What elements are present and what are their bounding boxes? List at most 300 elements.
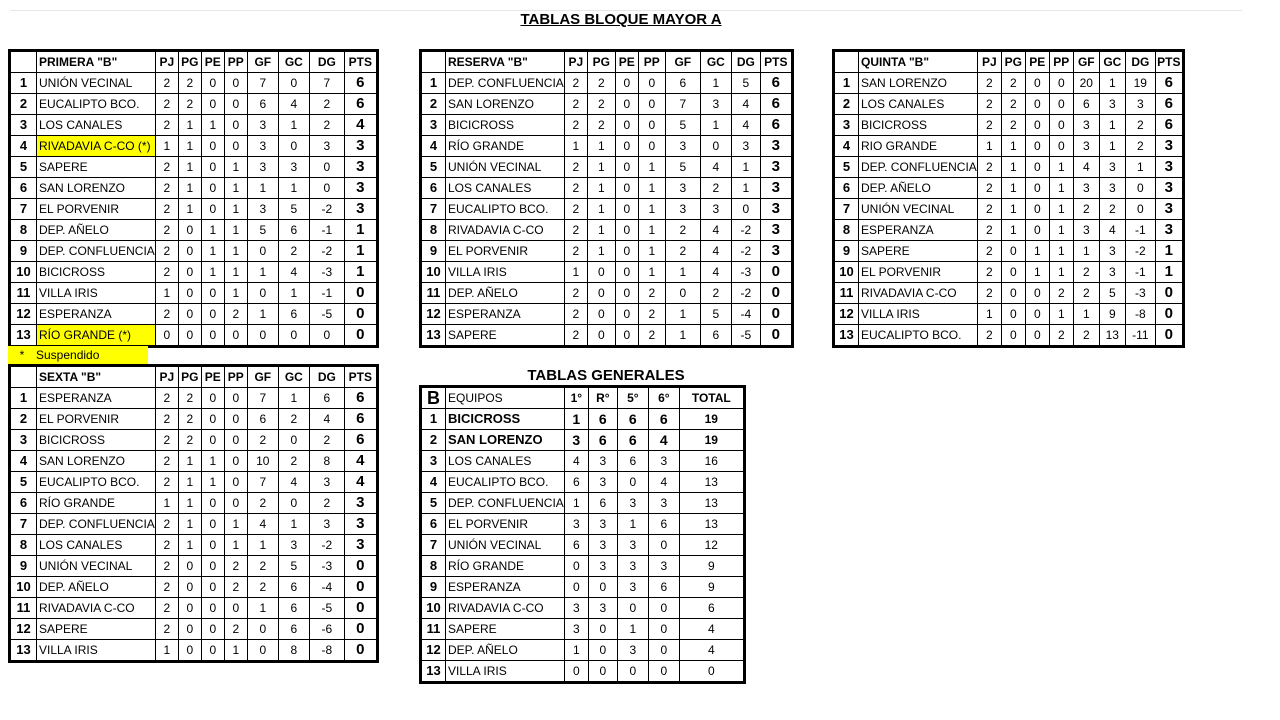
cell-gc: 4 <box>278 472 309 493</box>
cell-pts: 6 <box>760 73 792 94</box>
table-row <box>421 199 793 220</box>
table-row <box>834 73 1184 94</box>
cell-pj: 2 <box>155 304 178 325</box>
row-position: 13 <box>421 325 446 347</box>
team-name: EL PORVENIR <box>446 514 565 535</box>
cell-pts: 1 <box>344 220 377 241</box>
cell-pts: 3 <box>760 220 792 241</box>
cell-dg: -2 <box>309 199 344 220</box>
cell-gf: 1 <box>665 304 700 325</box>
cell-pg: 0 <box>1001 241 1025 262</box>
team-name: EUCALIPTO BCO. <box>37 94 156 115</box>
cell-pe: 0 <box>201 493 224 514</box>
cell-pp: 1 <box>1049 199 1073 220</box>
row-position: 6 <box>834 178 859 199</box>
cell-dg: 0 <box>1125 199 1155 220</box>
general-col-header: EQUIPOS <box>446 387 565 409</box>
cell-pg: 2 <box>587 94 615 115</box>
table-row <box>10 640 378 662</box>
cell-pe: 0 <box>1025 220 1049 241</box>
cell-gc: 9 <box>1099 304 1125 325</box>
cell-total: 0 <box>679 661 744 683</box>
cell-gf: 1 <box>247 304 278 325</box>
team-name: UNIÓN VECINAL <box>446 157 565 178</box>
cell-pe: 0 <box>1025 199 1049 220</box>
general-row <box>421 472 745 493</box>
cell-pp: 1 <box>1049 304 1073 325</box>
cell-total: 16 <box>679 451 744 472</box>
cell-pts: 1 <box>1155 262 1183 283</box>
cell-c6: 3 <box>648 493 679 514</box>
row-position: 5 <box>421 493 446 514</box>
cell-gf: 1 <box>247 262 278 283</box>
cell-pj: 2 <box>564 304 587 325</box>
cell-pp: 2 <box>638 304 665 325</box>
cell-dg: 2 <box>309 94 344 115</box>
row-position: 12 <box>10 619 37 640</box>
cell-pts: 3 <box>1155 157 1183 178</box>
cell-dg: 0 <box>1125 178 1155 199</box>
general-row <box>421 661 745 683</box>
team-name: VILLA IRIS <box>37 640 156 662</box>
table-reserva <box>419 49 794 348</box>
cell-pts: 6 <box>1155 94 1183 115</box>
col-header-dg: DG <box>309 51 344 73</box>
table-row <box>10 157 378 178</box>
cell-pp: 1 <box>638 262 665 283</box>
cell-pts: 0 <box>344 640 377 662</box>
table-row <box>834 325 1184 347</box>
cell-pts: 0 <box>344 283 377 304</box>
cell-gc: 2 <box>1099 199 1125 220</box>
col-header-pj: PJ <box>564 51 587 73</box>
cell-pp: 1 <box>638 199 665 220</box>
cell-pj: 2 <box>155 115 178 136</box>
cell-pp: 1 <box>224 178 247 199</box>
cell-pj: 2 <box>155 199 178 220</box>
cell-gf: 5 <box>247 220 278 241</box>
cell-dg: -2 <box>309 241 344 262</box>
team-name: DEP. AÑELO <box>446 640 565 661</box>
cell-pp: 2 <box>224 304 247 325</box>
cell-dg: -6 <box>309 619 344 640</box>
team-name: SAN LORENZO <box>37 451 156 472</box>
cell-dg: 2 <box>1125 136 1155 157</box>
cell-gf: 3 <box>1073 178 1099 199</box>
cell-gf: 7 <box>247 388 278 409</box>
cell-c5: 3 <box>617 535 648 556</box>
row-position: 9 <box>421 241 446 262</box>
cell-pp: 2 <box>638 325 665 347</box>
cell-c6: 0 <box>648 598 679 619</box>
cell-gf: 2 <box>1073 199 1099 220</box>
team-name: ESPERANZA <box>859 220 978 241</box>
cell-total: 4 <box>679 619 744 640</box>
cell-pp: 0 <box>638 73 665 94</box>
cell-pe: 0 <box>615 94 638 115</box>
row-position: 2 <box>10 409 37 430</box>
col-header-gc: GC <box>1099 51 1125 73</box>
cell-pe: 0 <box>615 73 638 94</box>
cell-pts: 6 <box>760 115 792 136</box>
cell-c6: 0 <box>648 640 679 661</box>
cell-pts: 4 <box>344 115 377 136</box>
cell-c5: 6 <box>617 409 648 430</box>
cell-pg: 0 <box>178 619 201 640</box>
cell-pj: 2 <box>155 178 178 199</box>
row-position: 13 <box>421 661 446 683</box>
cell-pg: 0 <box>178 577 201 598</box>
col-header-pj: PJ <box>155 51 178 73</box>
cell-total: 13 <box>679 514 744 535</box>
cell-pg: 0 <box>587 304 615 325</box>
table-row <box>10 577 378 598</box>
cell-pe: 0 <box>201 640 224 662</box>
cell-dg: 8 <box>309 451 344 472</box>
cell-gf: 3 <box>665 199 700 220</box>
cell-pj: 1 <box>564 136 587 157</box>
cell-pg: 0 <box>178 304 201 325</box>
cell-gc: 4 <box>278 94 309 115</box>
row-position: 4 <box>421 472 446 493</box>
table-row <box>10 178 378 199</box>
cell-gf: 10 <box>247 451 278 472</box>
cell-pg: 1 <box>178 136 201 157</box>
cell-pts: 3 <box>344 199 377 220</box>
cell-pe: 0 <box>201 409 224 430</box>
row-position: 10 <box>421 262 446 283</box>
cell-gf: 5 <box>665 157 700 178</box>
row-position: 4 <box>10 451 37 472</box>
col-header-pj: PJ <box>977 51 1001 73</box>
cell-pts: 1 <box>344 262 377 283</box>
cell-pp: 0 <box>224 388 247 409</box>
cell-total: 9 <box>679 577 744 598</box>
row-position: 7 <box>421 535 446 556</box>
cell-dg: -5 <box>309 304 344 325</box>
cell-total: 12 <box>679 535 744 556</box>
cell-c5: 3 <box>617 493 648 514</box>
cell-gc: 4 <box>700 220 731 241</box>
cell-pj: 2 <box>155 262 178 283</box>
row-position: 3 <box>10 115 37 136</box>
row-position: 8 <box>10 220 37 241</box>
cell-pg: 0 <box>1001 283 1025 304</box>
team-name: EL PORVENIR <box>446 241 565 262</box>
cell-pp: 0 <box>224 472 247 493</box>
team-name: EL PORVENIR <box>859 262 978 283</box>
cell-pj: 2 <box>155 556 178 577</box>
cell-pp: 2 <box>224 556 247 577</box>
cell-pg: 2 <box>178 430 201 451</box>
cell-dg: -4 <box>731 304 760 325</box>
team-name: SAPERE <box>446 619 565 640</box>
cell-pp: 1 <box>224 640 247 662</box>
cell-pe: 0 <box>201 157 224 178</box>
cell-dg: 2 <box>309 430 344 451</box>
table-row <box>421 136 793 157</box>
col-header-pe: PE <box>201 51 224 73</box>
cell-pg: 0 <box>178 325 201 347</box>
cell-r: 0 <box>588 661 617 683</box>
col-header-dg: DG <box>1125 51 1155 73</box>
cell-c1: 6 <box>564 535 588 556</box>
table-row <box>10 283 378 304</box>
cell-gc: 6 <box>278 220 309 241</box>
cell-pj: 2 <box>564 157 587 178</box>
cell-pe: 0 <box>1025 157 1049 178</box>
cell-gf: 2 <box>665 220 700 241</box>
cell-dg: 7 <box>309 73 344 94</box>
cell-pts: 3 <box>1155 178 1183 199</box>
cell-c5: 6 <box>617 430 648 451</box>
cell-dg: -1 <box>309 220 344 241</box>
cell-pts: 3 <box>760 178 792 199</box>
cell-gc: 1 <box>1099 136 1125 157</box>
cell-gf: 4 <box>1073 157 1099 178</box>
cell-pe: 1 <box>201 262 224 283</box>
cell-pe: 1 <box>201 241 224 262</box>
team-name: EUCALIPTO BCO. <box>446 472 565 493</box>
cell-dg: 2 <box>309 493 344 514</box>
team-name: BICICROSS <box>859 115 978 136</box>
cell-pe: 0 <box>1025 283 1049 304</box>
cell-gf: 7 <box>665 94 700 115</box>
cell-gc: 1 <box>278 388 309 409</box>
cell-dg: -3 <box>731 262 760 283</box>
general-row <box>421 640 745 661</box>
cell-gc: 8 <box>278 640 309 662</box>
cell-pts: 3 <box>344 514 377 535</box>
cell-r: 6 <box>588 493 617 514</box>
cell-gc: 6 <box>278 619 309 640</box>
cell-pg: 1 <box>178 157 201 178</box>
col-header-gf: GF <box>665 51 700 73</box>
row-position: 1 <box>421 409 446 430</box>
cell-pp: 0 <box>638 94 665 115</box>
cell-c1: 3 <box>564 430 588 451</box>
header-pos <box>10 51 37 73</box>
cell-pts: 0 <box>760 283 792 304</box>
cell-gc: 6 <box>278 577 309 598</box>
table-row <box>421 157 793 178</box>
cell-pts: 1 <box>344 241 377 262</box>
team-name: ESPERANZA <box>446 577 565 598</box>
cell-dg: -2 <box>731 241 760 262</box>
cell-c5: 0 <box>617 472 648 493</box>
row-position: 5 <box>10 472 37 493</box>
cell-r: 6 <box>588 409 617 430</box>
cell-pe: 0 <box>1025 73 1049 94</box>
cell-pp: 0 <box>1049 115 1073 136</box>
cell-pg: 0 <box>178 220 201 241</box>
row-position: 12 <box>421 640 446 661</box>
cell-pts: 3 <box>344 157 377 178</box>
table-general <box>419 385 746 684</box>
row-position: 2 <box>834 94 859 115</box>
table-row <box>10 556 378 577</box>
cell-pj: 2 <box>155 430 178 451</box>
cell-pp: 1 <box>638 157 665 178</box>
cell-c6: 0 <box>648 661 679 683</box>
cell-dg: 0 <box>731 199 760 220</box>
table-row <box>10 220 378 241</box>
cell-c6: 6 <box>648 409 679 430</box>
cell-gc: 3 <box>278 535 309 556</box>
team-name: LOS CANALES <box>859 94 978 115</box>
row-position: 5 <box>421 157 446 178</box>
cell-pts: 0 <box>1155 283 1183 304</box>
cell-pe: 1 <box>1025 241 1049 262</box>
cell-pe: 0 <box>201 94 224 115</box>
general-col-header: 6° <box>648 387 679 409</box>
cell-pg: 0 <box>178 640 201 662</box>
cell-pj: 2 <box>977 94 1001 115</box>
cell-pe: 1 <box>201 451 224 472</box>
table-row <box>421 304 793 325</box>
col-header-dg: DG <box>309 366 344 388</box>
cell-gc: 2 <box>278 409 309 430</box>
col-header-pg: PG <box>178 51 201 73</box>
cell-gc: 2 <box>700 178 731 199</box>
cell-gc: 3 <box>700 94 731 115</box>
table-row <box>834 241 1184 262</box>
cell-pp: 1 <box>638 220 665 241</box>
row-position: 13 <box>10 640 37 662</box>
cell-pts: 0 <box>760 304 792 325</box>
cell-pe: 0 <box>201 577 224 598</box>
cell-gf: 2 <box>665 241 700 262</box>
cell-pe: 0 <box>201 178 224 199</box>
cell-pg: 0 <box>1001 304 1025 325</box>
team-name: EL PORVENIR <box>37 199 156 220</box>
table-row <box>834 157 1184 178</box>
team-name: SAPERE <box>37 619 156 640</box>
cell-pj: 2 <box>155 619 178 640</box>
cell-c5: 0 <box>617 598 648 619</box>
cell-pj: 2 <box>155 577 178 598</box>
table-row <box>10 535 378 556</box>
cell-pp: 1 <box>1049 157 1073 178</box>
general-col-header: R° <box>588 387 617 409</box>
team-name: BICICROSS <box>446 409 565 430</box>
cell-gf: 0 <box>247 241 278 262</box>
cell-total: 6 <box>679 598 744 619</box>
table-row <box>421 115 793 136</box>
cell-c1: 6 <box>564 472 588 493</box>
cell-pg: 0 <box>1001 262 1025 283</box>
cell-pg: 2 <box>178 94 201 115</box>
cell-gc: 1 <box>700 73 731 94</box>
cell-total: 13 <box>679 472 744 493</box>
row-position: 8 <box>834 220 859 241</box>
row-position: 11 <box>421 619 446 640</box>
cell-gf: 1 <box>665 262 700 283</box>
row-position: 5 <box>10 157 37 178</box>
general-col-header: 1° <box>564 387 588 409</box>
general-title: TABLAS GENERALES <box>527 367 685 384</box>
table-row <box>10 493 378 514</box>
cell-pp: 1 <box>638 241 665 262</box>
row-position: 10 <box>421 598 446 619</box>
cell-pe: 0 <box>615 325 638 347</box>
col-header-pe: PE <box>201 366 224 388</box>
cell-pts: 0 <box>344 598 377 619</box>
cell-pj: 2 <box>977 199 1001 220</box>
cell-gf: 2 <box>247 577 278 598</box>
cell-pj: 2 <box>977 157 1001 178</box>
table-row <box>834 262 1184 283</box>
cell-pts: 0 <box>760 325 792 347</box>
header-row <box>421 51 793 73</box>
col-header-gf: GF <box>247 366 278 388</box>
cell-pe: 0 <box>201 283 224 304</box>
row-position: 12 <box>421 304 446 325</box>
cell-pj: 1 <box>155 493 178 514</box>
cell-pg: 2 <box>1001 73 1025 94</box>
cell-gc: 4 <box>700 262 731 283</box>
team-name: SAN LORENZO <box>37 178 156 199</box>
cell-pp: 1 <box>224 199 247 220</box>
team-name: ESPERANZA <box>37 388 156 409</box>
team-name: RIVADAVIA C-CO (*) <box>37 136 156 157</box>
team-name: DEP. AÑELO <box>859 178 978 199</box>
row-position: 6 <box>421 178 446 199</box>
team-name: UNIÓN VECINAL <box>37 556 156 577</box>
cell-pe: 1 <box>201 220 224 241</box>
table-row <box>10 388 378 409</box>
cell-gc: 0 <box>278 73 309 94</box>
cell-dg: 3 <box>309 472 344 493</box>
cell-dg: 0 <box>309 178 344 199</box>
cell-dg: 5 <box>731 73 760 94</box>
team-name: VILLA IRIS <box>446 661 565 683</box>
team-name: EL PORVENIR <box>37 409 156 430</box>
cell-pe: 0 <box>201 325 224 347</box>
table-row <box>421 94 793 115</box>
cell-r: 3 <box>588 514 617 535</box>
team-name: VILLA IRIS <box>37 283 156 304</box>
cell-dg: -8 <box>1125 304 1155 325</box>
col-header-gf: GF <box>1073 51 1099 73</box>
team-name: UNIÓN VECINAL <box>37 73 156 94</box>
team-name: DEP. AÑELO <box>37 577 156 598</box>
cell-gc: 0 <box>278 493 309 514</box>
cell-pg: 1 <box>1001 136 1025 157</box>
legend-text: Suspendido <box>36 348 100 362</box>
team-name: LOS CANALES <box>446 451 565 472</box>
cell-dg: -4 <box>309 577 344 598</box>
team-name: RÍO GRANDE (*) <box>37 325 156 347</box>
header-row <box>10 51 378 73</box>
cell-pg: 1 <box>178 451 201 472</box>
row-position: 10 <box>10 577 37 598</box>
table-row <box>421 178 793 199</box>
team-name: SAN LORENZO <box>446 94 565 115</box>
cell-dg: 1 <box>731 157 760 178</box>
cell-dg: 4 <box>731 115 760 136</box>
col-header-pts: PTS <box>760 51 792 73</box>
cell-pg: 1 <box>587 157 615 178</box>
row-position: 4 <box>834 136 859 157</box>
cell-pp: 0 <box>1049 73 1073 94</box>
cell-pe: 0 <box>1025 178 1049 199</box>
cell-pe: 0 <box>201 136 224 157</box>
row-position: 9 <box>834 241 859 262</box>
cell-dg: 2 <box>309 115 344 136</box>
row-position: 6 <box>10 493 37 514</box>
cell-pj: 2 <box>155 94 178 115</box>
